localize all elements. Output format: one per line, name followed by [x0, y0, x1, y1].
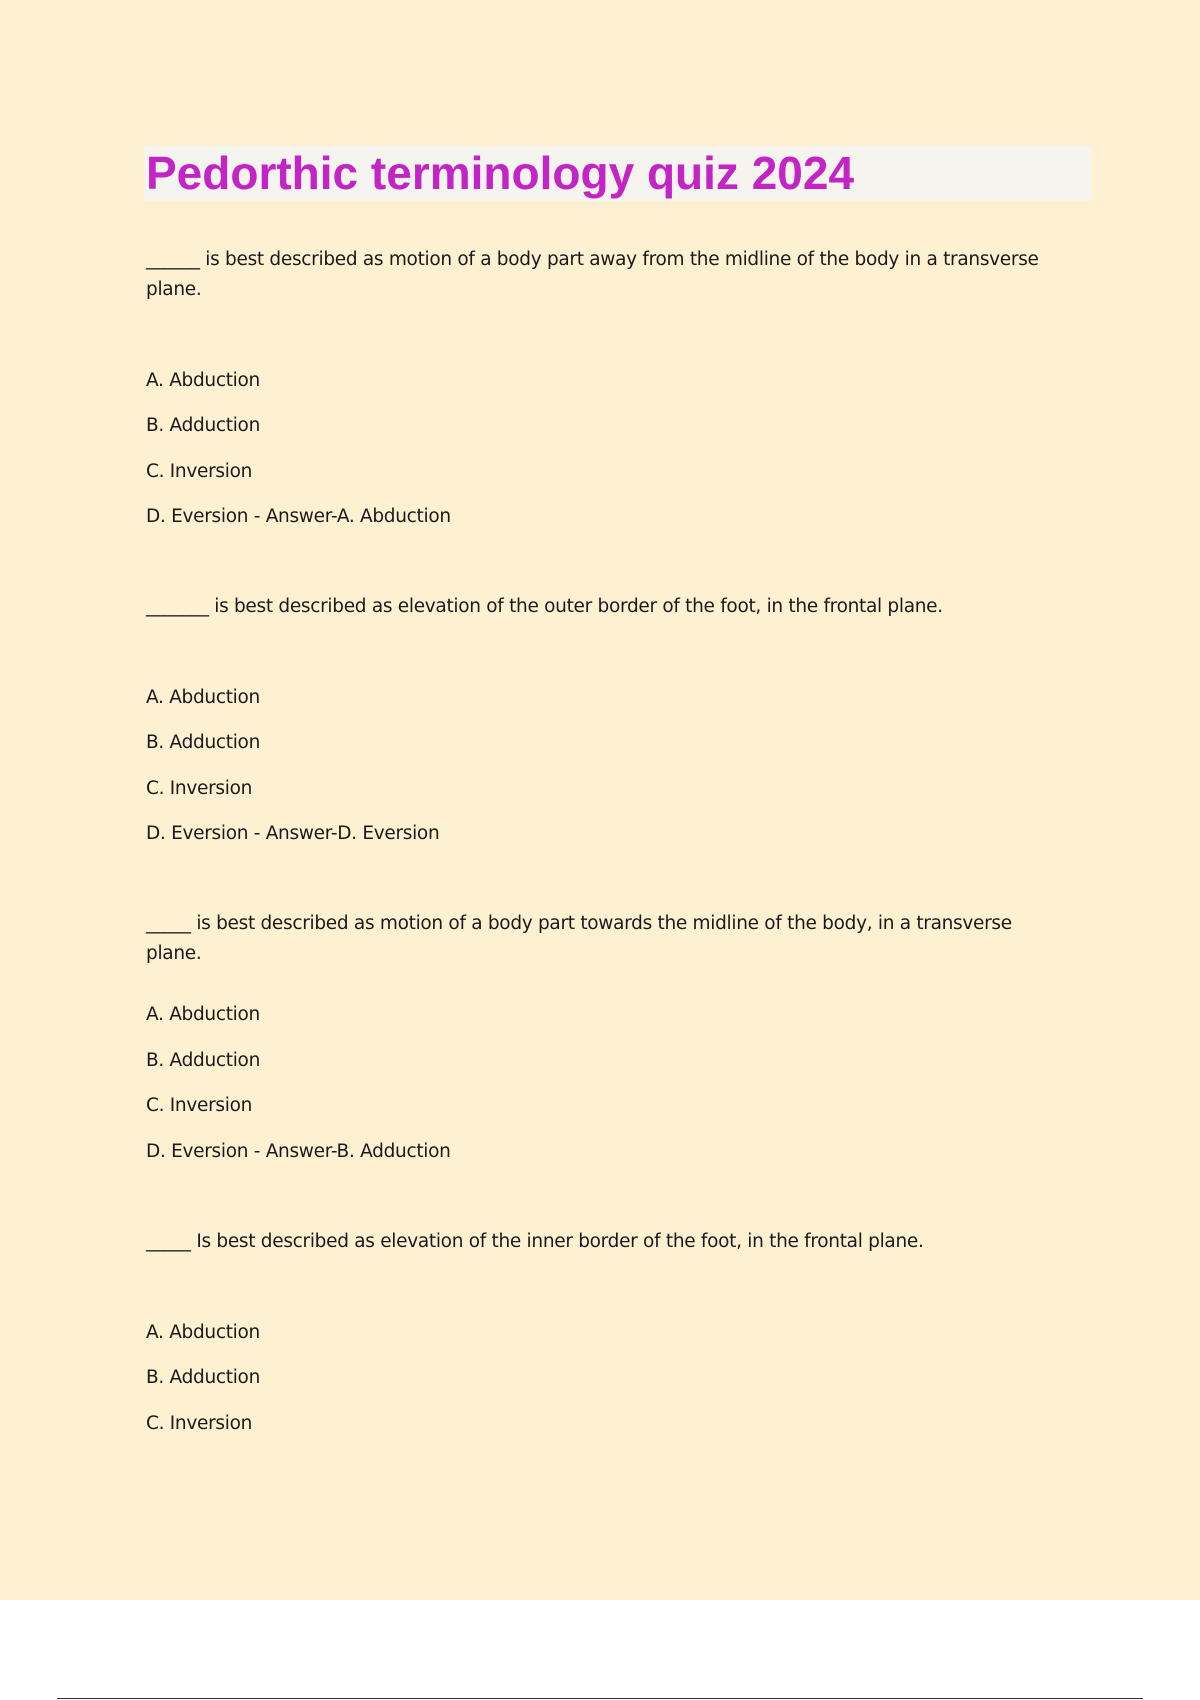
question-2-option-a: A. Abduction [146, 687, 260, 708]
question-2-option-b: B. Adduction [146, 732, 261, 753]
question-2-option-c: C. Inversion [146, 778, 253, 799]
question-2-option-d-answer: D. Eversion - Answer-D. Eversion [146, 823, 440, 844]
question-4-option-b: B. Adduction [146, 1367, 261, 1388]
question-3-option-c: C. Inversion [146, 1095, 253, 1116]
question-3-prompt: _____ is best described as motion of a body part towards the midline of the body, in a transverse plane. [146, 913, 1012, 964]
footer-divider [57, 1698, 1143, 1699]
question-1-option-d-answer: D. Eversion - Answer-A. Abduction [146, 506, 451, 527]
question-1-option-a: A. Abduction [146, 370, 260, 391]
question-2-prompt: _______ is best described as elevation of the outer border of the foot, in the frontal plane. [146, 596, 943, 617]
question-4-prompt: _____ Is best described as elevation of the inner border of the foot, in the frontal plane. [146, 1231, 924, 1252]
question-1-prompt: ______ is best described as motion of a body part away from the midline of the body in a transverse plane. [146, 249, 1039, 300]
question-4-option-c: C. Inversion [146, 1413, 253, 1434]
document-title: Pedorthic terminology quiz 2024 [146, 147, 855, 199]
question-1-option-b: B. Adduction [146, 415, 261, 436]
question-3-option-b: B. Adduction [146, 1050, 261, 1071]
question-3-option-a: A. Abduction [146, 1004, 260, 1025]
question-4-option-a: A. Abduction [146, 1322, 260, 1343]
question-3-option-d-answer: D. Eversion - Answer-B. Adduction [146, 1141, 451, 1162]
question-1-option-c: C. Inversion [146, 461, 253, 482]
